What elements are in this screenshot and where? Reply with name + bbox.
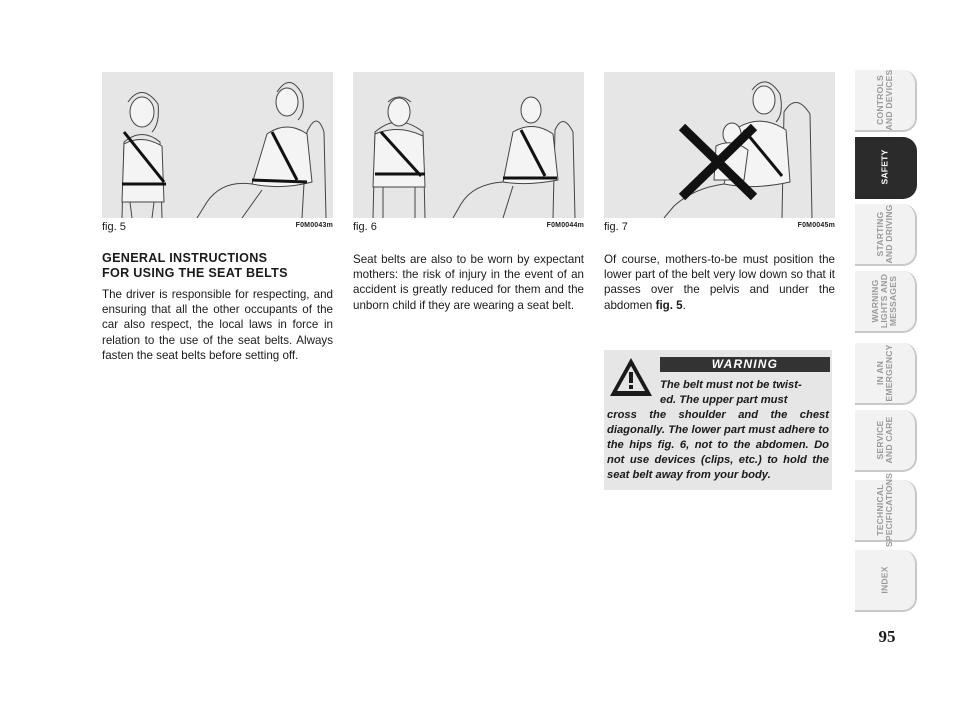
- paragraph: The driver is responsible for respecting, and ensuring that all the other occupants of the car also respect, the local laws in force in relation to the use of the seat belts. Always fasten the seat belts before setting off.: [102, 288, 333, 362]
- woman-holding-child-crossed-drawing: [604, 72, 835, 218]
- tab-warning-lights-and-messages[interactable]: [855, 271, 917, 333]
- tab-technical-specifications[interactable]: [855, 472, 917, 548]
- warning-title: WARNING: [660, 357, 830, 372]
- page-number: 95: [878, 627, 896, 646]
- heading-line-2: FOR USING THE SEAT BELTS: [102, 266, 288, 280]
- paragraph-text: Of course, mothers-to-be must position the lower part of the belt very low down so that it passes over the pelvis and under the abdomen: [604, 253, 835, 312]
- paragraph-end: .: [682, 298, 686, 312]
- tab-label: STARTING AND DRIVING: [874, 204, 894, 264]
- figure-6-illustration: [353, 72, 584, 218]
- tab-index[interactable]: [855, 550, 917, 612]
- figure-5-illustration: [102, 72, 333, 218]
- paragraph: Seat belts are also to be worn by expectant mothers: the risk of injury in the event of an accident is greatly reduced for them and the unborn child if they are wearing a seat belt.: [353, 253, 584, 312]
- figure-label: fig. 5: [102, 221, 126, 233]
- warning-line-1: The belt must not be twist-: [660, 379, 802, 391]
- figure-7-illustration: [604, 72, 835, 218]
- heading-line-1: GENERAL INSTRUCTIONS: [102, 251, 268, 265]
- tab-in-an-emergency[interactable]: [855, 343, 917, 405]
- figure-code: F0M0043m: [295, 222, 333, 229]
- tab-label: TECHNICAL SPECIFICATIONS: [874, 472, 894, 548]
- tab-label: SAFETY: [879, 149, 890, 185]
- tab-starting-and-driving[interactable]: [855, 204, 917, 266]
- figure-7-caption: [604, 221, 835, 235]
- warning-box: [604, 350, 832, 490]
- column-expectant-mothers: [353, 252, 584, 313]
- figure-6-caption: [353, 221, 584, 235]
- tab-safety[interactable]: [855, 137, 917, 199]
- tab-label: CONTROLS AND DEVICES: [874, 69, 894, 131]
- tab-label: INDEX: [879, 566, 890, 594]
- warning-text: [607, 378, 829, 483]
- column-belt-position: [604, 252, 835, 313]
- tab-controls-and-devices[interactable]: [855, 70, 917, 132]
- warning-line-2: ed. The upper part must: [660, 394, 788, 406]
- figure-5-caption: [102, 221, 333, 235]
- tab-service-and-care[interactable]: [855, 410, 917, 472]
- warning-body: cross the shoulder and the chest diagonally. The lower part must adhere to the hips fig. 6, not to the abdomen. Do not use devices (clips, etc.) to hold the seat belt away from your body.: [607, 409, 829, 481]
- seated-woman-belt-drawing: [102, 72, 333, 218]
- section-heading: [102, 251, 333, 281]
- figure-label: fig. 6: [353, 221, 377, 233]
- tab-label: IN AN EMERGENCY: [874, 344, 894, 402]
- figure-label: fig. 7: [604, 221, 628, 233]
- seated-man-belt-drawing: [353, 72, 584, 218]
- column-general-instructions: [102, 251, 333, 363]
- figure-code: F0M0044m: [546, 222, 584, 229]
- tab-label: SERVICE AND CARE: [874, 416, 894, 464]
- tab-label: WARNING LIGHTS AND MESSAGES: [870, 273, 899, 329]
- figure-code: F0M0045m: [797, 222, 835, 229]
- paragraph: [604, 252, 835, 313]
- figure-reference: fig. 5: [655, 298, 683, 312]
